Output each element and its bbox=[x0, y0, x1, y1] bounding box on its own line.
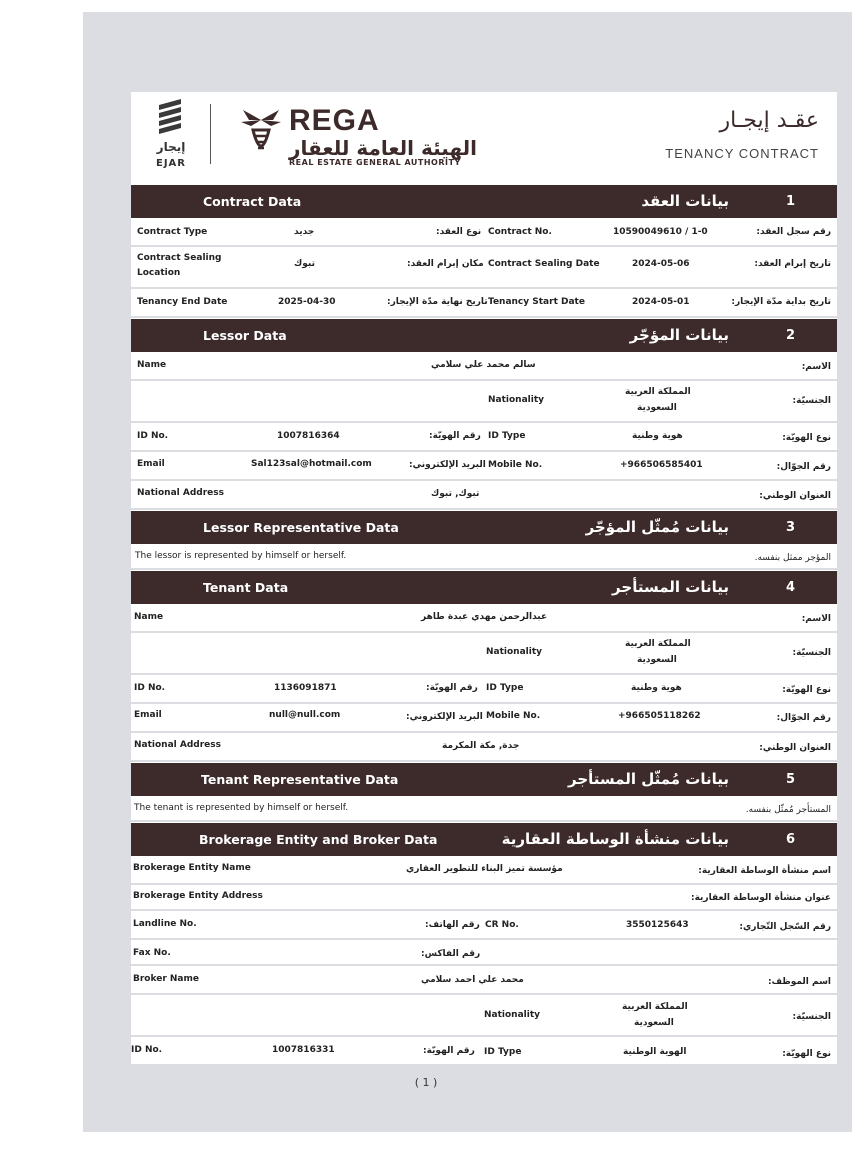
field-label: Location bbox=[137, 268, 181, 278]
field-label-ar: رقم الفاكس: bbox=[421, 949, 481, 959]
table-row bbox=[131, 247, 837, 289]
ejar-logo bbox=[141, 102, 201, 170]
field-value: هوية وطنية bbox=[632, 431, 683, 441]
field-value: null@null.com bbox=[269, 710, 341, 720]
field-label-ar: اسم الموظف: bbox=[767, 977, 831, 987]
field-label: Brokerage Entity Address bbox=[133, 891, 263, 901]
field-value: تبوك bbox=[294, 259, 315, 269]
table-row bbox=[131, 966, 837, 995]
section-header-lessor bbox=[131, 319, 837, 352]
field-label: ID No. bbox=[131, 1045, 163, 1055]
field-value: جديد bbox=[294, 227, 315, 237]
field-label-ar: رقم السّجل التّجاري: bbox=[739, 922, 831, 932]
field-value: المملكة العربية bbox=[622, 1002, 688, 1012]
field-value: السعودية bbox=[634, 1018, 674, 1028]
field-label: Mobile No. bbox=[486, 711, 541, 721]
field-label-ar: رقم الهويّة: bbox=[423, 1046, 475, 1056]
section-number: 1 bbox=[785, 194, 795, 209]
section-number: 6 bbox=[785, 832, 795, 847]
table-row bbox=[131, 381, 837, 423]
rega-name: REGA bbox=[289, 104, 380, 137]
field-label: Nationality bbox=[488, 395, 544, 405]
field-label: Tenancy End Date bbox=[137, 297, 228, 307]
field-label-ar: مكان إبرام العقد: bbox=[407, 259, 484, 269]
page-number: ( 1 ) bbox=[414, 1076, 438, 1089]
representation-note-en: The lessor is represented by himself or herself. bbox=[135, 551, 347, 561]
table-row bbox=[131, 796, 837, 822]
field-label: Name bbox=[134, 612, 164, 622]
field-label: Mobile No. bbox=[488, 460, 543, 470]
section-number: 3 bbox=[785, 520, 795, 535]
section-header-tenant bbox=[131, 571, 837, 604]
field-label-ar: البريد الإلكتروني: bbox=[406, 712, 483, 722]
field-label: ID Type bbox=[488, 431, 526, 441]
table-row bbox=[131, 704, 837, 733]
field-label: National Address bbox=[134, 740, 221, 750]
section-title-en: Brokerage Entity and Broker Data bbox=[199, 832, 438, 847]
field-label-ar: الاسم: bbox=[801, 614, 831, 624]
table-row bbox=[131, 289, 837, 318]
field-label-ar: تاريخ إبرام العقد: bbox=[754, 259, 831, 269]
section-title-ar: بيانات المستأجر bbox=[612, 578, 729, 596]
field-label: Contract No. bbox=[488, 227, 552, 237]
document-header bbox=[131, 92, 837, 184]
table-row bbox=[131, 1037, 837, 1064]
field-label: Contract Type bbox=[137, 227, 208, 237]
field-label-ar: الجنسيّة: bbox=[792, 396, 831, 406]
table-row bbox=[131, 940, 837, 966]
section-header-tenant-representative bbox=[131, 763, 837, 796]
document-title-en: TENANCY CONTRACT bbox=[665, 146, 819, 161]
table-row bbox=[131, 885, 837, 911]
field-value: عبدالرحمن مهدي عبدة طاهر bbox=[421, 612, 548, 622]
table-row bbox=[131, 544, 837, 570]
table-row bbox=[131, 423, 837, 452]
field-value: 1007816364 bbox=[277, 431, 340, 441]
field-value: 1136091871 bbox=[274, 683, 337, 693]
field-label-ar: اسم منشأة الوساطة العقارية: bbox=[698, 866, 831, 876]
rega-arabic-name: الهيئة العامة للعقار bbox=[289, 136, 478, 160]
field-label-ar: الجنسيّة: bbox=[792, 1012, 831, 1022]
field-value: +966506585401 bbox=[620, 460, 703, 470]
logo-divider bbox=[210, 104, 211, 164]
field-value: 3550125643 bbox=[626, 920, 689, 930]
field-label: Nationality bbox=[486, 647, 542, 657]
field-label-ar: نوع العقد: bbox=[436, 227, 482, 237]
rega-english-name: REAL ESTATE GENERAL AUTHORITY bbox=[289, 158, 461, 167]
section-header-brokerage bbox=[131, 823, 837, 856]
section-number: 2 bbox=[785, 328, 795, 343]
field-value: مؤسسة تميز البناء للتطوير العقاري bbox=[406, 864, 563, 874]
field-value: هوية وطنية bbox=[631, 683, 682, 693]
section-number: 5 bbox=[785, 772, 795, 787]
field-value: 1007816331 bbox=[272, 1045, 335, 1055]
field-value: محمد علي احمد سلامي bbox=[421, 975, 524, 985]
ejar-logo-en: EJAR bbox=[156, 158, 186, 169]
field-label-ar: نوع الهويّة: bbox=[782, 433, 831, 443]
field-label-ar: رقم الهويّة: bbox=[429, 431, 481, 441]
field-label: Contract Sealing bbox=[137, 253, 222, 263]
field-value: السعودية bbox=[637, 403, 677, 413]
field-label-ar: العنوان الوطني: bbox=[759, 491, 831, 501]
section-title-ar: بيانات العقد bbox=[641, 192, 729, 210]
field-label: Email bbox=[134, 710, 162, 720]
field-label-ar: تاريخ نهاية مدّة الإيجار: bbox=[387, 297, 488, 307]
field-label: National Address bbox=[137, 488, 224, 498]
field-value: سالم محمد علي سلامي bbox=[431, 360, 536, 370]
field-label-ar: نوع الهويّة: bbox=[782, 685, 831, 695]
field-value: السعودية bbox=[637, 655, 677, 665]
field-label-ar: العنوان الوطني: bbox=[759, 743, 831, 753]
section-title-en: Tenant Representative Data bbox=[201, 772, 399, 787]
field-value: 2025-04-30 bbox=[278, 297, 336, 307]
field-value: +966505118262 bbox=[618, 711, 701, 721]
field-label: ID No. bbox=[134, 683, 166, 693]
field-label-ar: البريد الإلكتروني: bbox=[409, 460, 486, 470]
ejar-logo-ar: إيجار bbox=[156, 140, 186, 154]
field-value: جدة, مكة المكرمة bbox=[442, 741, 520, 751]
field-label: Broker Name bbox=[133, 974, 199, 984]
field-label: Fax No. bbox=[133, 948, 171, 958]
field-value: تبوك, تبوك bbox=[431, 489, 480, 499]
representation-note-en: The tenant is represented by himself or herself. bbox=[134, 803, 349, 813]
field-label: Tenancy Start Date bbox=[488, 297, 585, 307]
field-label: Contract Sealing Date bbox=[488, 259, 600, 269]
field-label-ar: رقم الهويّة: bbox=[426, 683, 478, 693]
field-label-ar: رقم الجوّال: bbox=[776, 462, 831, 472]
representation-note-ar: المستأجر مُمثّل بنفسه. bbox=[745, 805, 831, 815]
section-title-ar: بيانات منشأة الوساطة العقارية bbox=[501, 830, 729, 848]
field-label-ar: نوع الهويّة: bbox=[782, 1049, 831, 1059]
field-label-ar: الاسم: bbox=[801, 362, 831, 372]
field-label-ar: عنوان منشأة الوساطة العقارية: bbox=[690, 893, 831, 903]
field-label-ar: تاريخ بداية مدّة الإيجار: bbox=[731, 297, 831, 307]
table-row bbox=[131, 481, 837, 510]
field-value: الهوية الوطنية bbox=[623, 1047, 687, 1057]
section-title-ar: بيانات المؤجّر bbox=[629, 326, 729, 344]
table-row bbox=[131, 675, 837, 704]
field-label: Email bbox=[137, 459, 165, 469]
field-value: 2024-05-06 bbox=[632, 259, 690, 269]
field-label: Landline No. bbox=[133, 919, 197, 929]
field-label: ID No. bbox=[137, 431, 169, 441]
table-row bbox=[131, 995, 837, 1037]
table-row bbox=[131, 218, 837, 247]
table-row bbox=[131, 352, 837, 381]
field-label: Brokerage Entity Name bbox=[133, 863, 251, 873]
field-label-ar: رقم سجل العقد: bbox=[756, 227, 831, 237]
tenancy-contract-document bbox=[131, 92, 837, 1064]
field-label: Name bbox=[137, 360, 167, 370]
ejar-logo-icon bbox=[159, 102, 181, 138]
field-value: 2024-05-01 bbox=[632, 297, 690, 307]
section-title-en: Tenant Data bbox=[203, 580, 289, 595]
table-row bbox=[131, 911, 837, 940]
field-label: Nationality bbox=[484, 1010, 540, 1020]
field-label-ar: الجنسيّة: bbox=[792, 648, 831, 658]
section-header-lessor-representative bbox=[131, 511, 837, 544]
section-title-en: Contract Data bbox=[203, 194, 302, 209]
field-label: ID Type bbox=[486, 683, 524, 693]
field-label-ar: رقم الهاتف: bbox=[425, 920, 480, 930]
section-title-ar: بيانات مُمثّل المؤجّر bbox=[585, 518, 729, 536]
section-header-contract bbox=[131, 185, 837, 218]
field-label-ar: رقم الجوّال: bbox=[776, 713, 831, 723]
field-label: CR No. bbox=[485, 920, 519, 930]
table-row bbox=[131, 633, 837, 675]
section-title-en: Lessor Representative Data bbox=[203, 520, 399, 535]
section-number: 4 bbox=[785, 580, 795, 595]
field-value: Sal123sal@hotmail.com bbox=[251, 459, 372, 469]
representation-note-ar: المؤجر ممثل بنفسه. bbox=[754, 553, 831, 563]
rega-palm-icon bbox=[239, 106, 283, 162]
table-row bbox=[131, 856, 837, 885]
field-value: المملكة العربية bbox=[625, 387, 691, 397]
section-title-en: Lessor Data bbox=[203, 328, 287, 343]
field-value: 10590049610 / 1-0 bbox=[613, 227, 708, 237]
field-value: المملكة العربية bbox=[625, 639, 691, 649]
section-title-ar: بيانات مُمثّل المستأجر bbox=[567, 770, 729, 788]
table-row bbox=[131, 604, 837, 633]
table-row bbox=[131, 733, 837, 762]
table-row bbox=[131, 452, 837, 481]
document-title-ar: عقـد إيجـار bbox=[719, 108, 819, 133]
field-label: ID Type bbox=[484, 1047, 522, 1057]
